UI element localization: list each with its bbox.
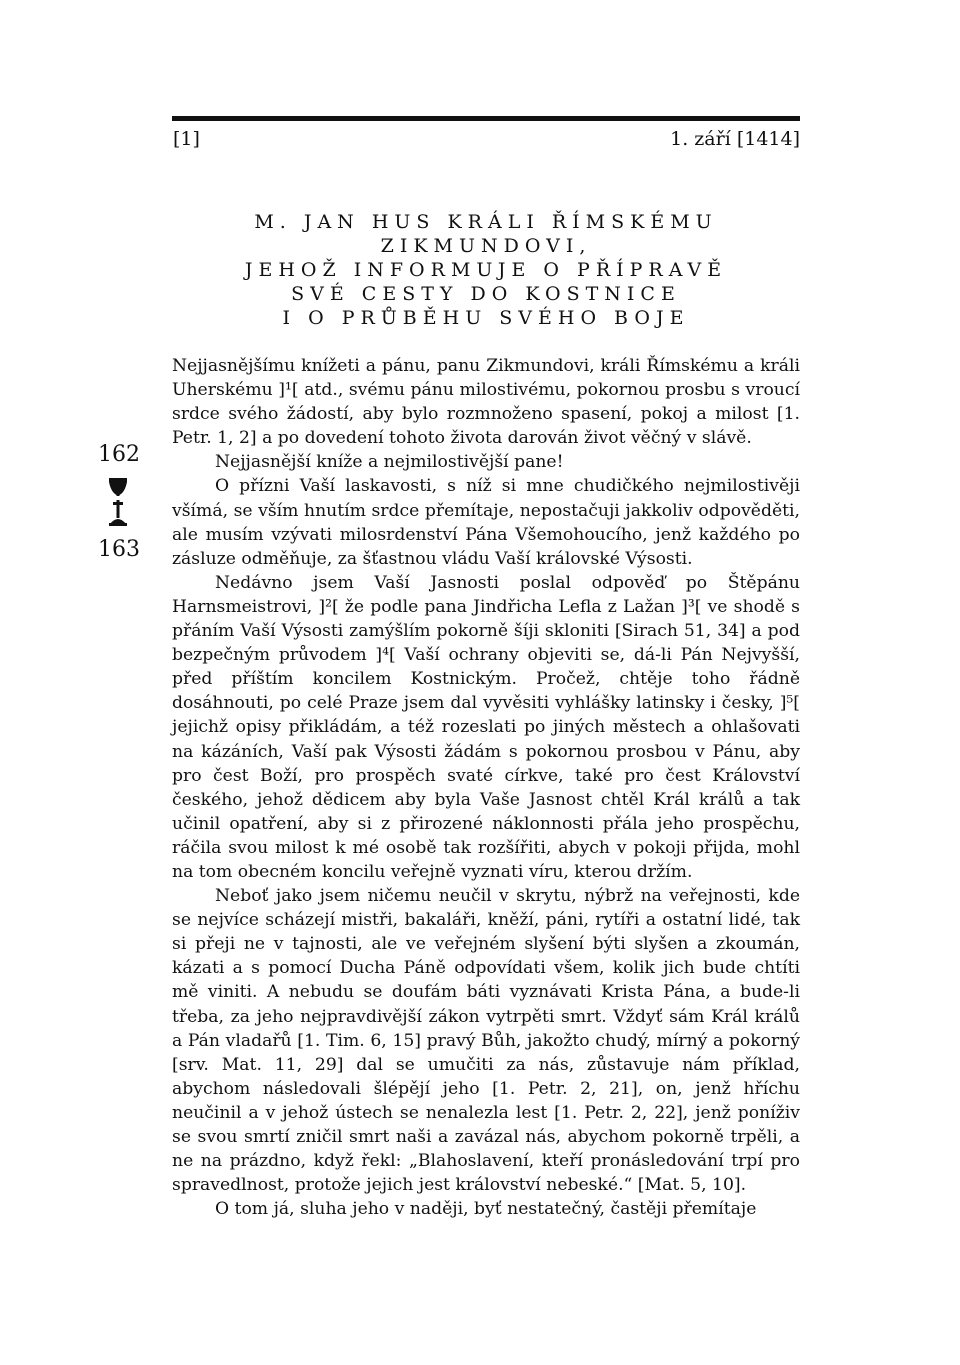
- header-rule: [172, 116, 800, 121]
- document-number: [1]: [173, 128, 200, 150]
- chalice-icon: [108, 478, 128, 526]
- paragraph: Nedávno jsem Vaší Jasnosti poslal odpověď po Štěpánu Harnsmeistrovi, ]²[ že podle pana Jindřicha Lefla z Lažan ]³[ ve shodě s přáním Vaší Výsosti zamýšlím pokorně šíji skloniti [Sirach 51, 34] a pod bezpečným průvodem ]⁴[ Vaší ochrany objeviti se, dá-li Pán Nejvyšší, před příštím koncilem Kostnickým. Pročež, chtěje toho řádně dosáhnouti, po celé Praze jsem dal vyvěsiti vyhlášky latinsky i česky, ]⁵[ jejichž opisy přikládám, a též rozeslati po jiných městech a ohlašovati na kázáních, Vaší pak Výsosti žádám s pokornou prosbou v Pánu, aby pro čest Boží, pro prospěch svaté církve, také pro čest Království českého, jehož dědicem aby byla Vaše Jasnost chtěl Král králů a tak učinil opatření, aby si z přirozené náklonnosti přála jeho prospěchu, ráčila svou milost k mé osobě tak rozšířiti, abych v pokoji přijda, mohl na tom obecném koncilu veřejně vyznati víru, kterou držím.: [172, 572, 800, 882]
- margin-page-number-top: 162: [98, 442, 140, 467]
- title-line: M. JAN HUS KRÁLI ŘÍMSKÉMU: [254, 211, 718, 233]
- paragraph: Nejjasnější kníže a nejmilostivější pane!: [215, 452, 564, 473]
- letter-body: [172, 354, 800, 1221]
- paragraph: O přízni Vaší laskavosti, s níž si mne chudičkého nejmilostivěji všímá, se vším hnutím srdce přemítaje, nepostačuji jakkoliv odpověděti, ale musím vzývati milosrdenství Pána Všemohoucího, jenž každého po zásluze odměňuje, za šťastnou vládu Vaší královské Výsosti.: [172, 476, 800, 569]
- document-date: 1. září [1414]: [670, 128, 800, 150]
- title-line: SVÉ CESTY DO KOSTNICE: [291, 283, 681, 305]
- title-line: JEHOŽ INFORMUJE O PŘÍPRAVĚ: [244, 259, 728, 281]
- title-line: ZIKMUNDOVI,: [380, 235, 592, 257]
- paragraph: O tom já, sluha jeho v naději, byť nestatečný, častěji přemítaje: [215, 1199, 757, 1220]
- paragraph: Neboť jako jsem ničemu neučil v skrytu, nýbrž na veřejnosti, kde se nejvíce scházejí mistři, bakaláři, kněží, páni, rytíři a ostatní lidé, tak si přeji ne v tajnosti, ale ve veřejném slyšení býti slyšen a zkoumán, kázati a s pomocí Ducha Páně odpovídati všem, kolik jich bude chtíti mě viniti. A nebudu se doufám báti vyznávati Krista Pána, a bude-li třeba, za jeho nejpravdivější zákon vytrpěti smrt. Vždyť sám Král králů a Pán vladařů [1. Tim. 6, 15] pravý Bůh, jakožto chudý, mírný a pokorný [srv. Mat. 11, 29] dal se umučiti za nás, zůstavuje nám příklad, abychom následovali šlépějí jeho [1. Petr. 2, 21], on, jenž hříchu neučinil a v jehož ústech se nenalezla lest [1. Petr. 2, 22], jenž poníživ se svou smrtí zničil smrt naši a zavázal nás, abychom pokorně trpěli, a ne na prázdno, když řekl: „Blahoslavení, kteří pronásledování trpí pro spravedlnost, protože jejich jest království nebeské.“ [Mat. 5, 10].: [172, 886, 800, 1196]
- paragraph: Nejjasnějšímu knížeti a pánu, panu Zikmundovi, králi Římskému a králi Uherskému ]¹[ atd., svému pánu milostivému, pokornou prosbu s vroucí srdce svého žádostí, aby bylo rozmnoženo spasení, pokoj a milost [1. Petr. 1, 2] a po dovedení tohoto života darován život věčný v slávě.: [172, 356, 800, 449]
- document-title: [172, 210, 800, 330]
- margin-page-number-bottom: 163: [98, 537, 140, 562]
- title-line: I O PRŮBĚHU SVÉHO BOJE: [282, 307, 690, 329]
